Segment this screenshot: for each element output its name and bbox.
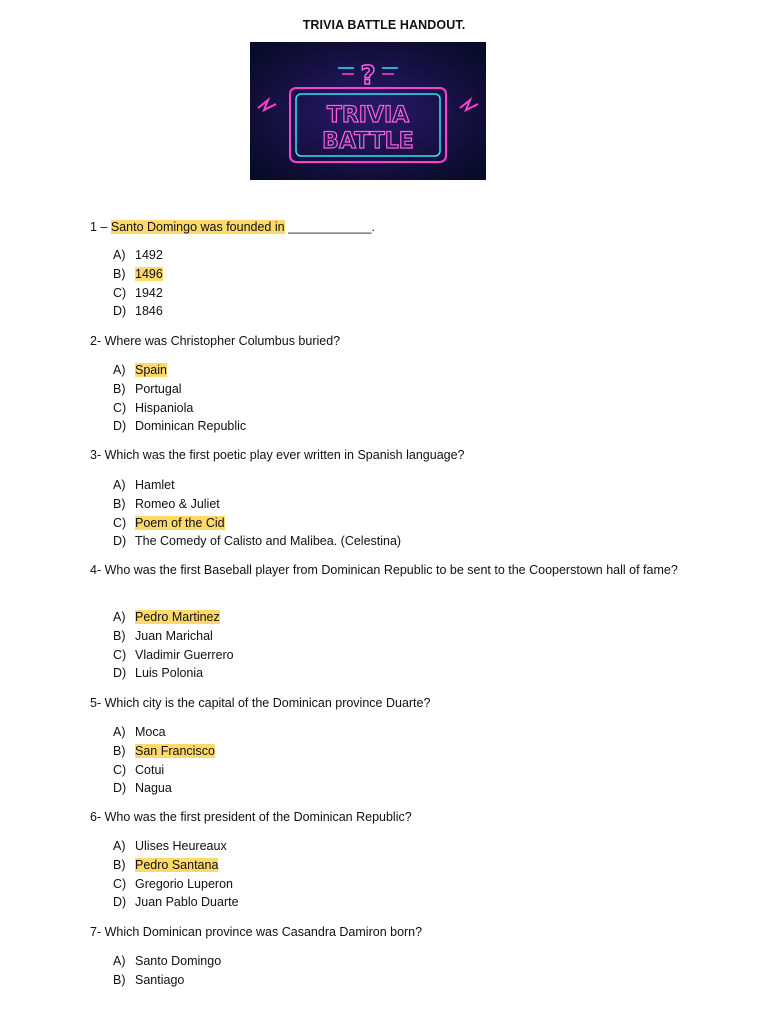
question-5: 5- Which city is the capital of the Dominican province Duarte? bbox=[90, 696, 431, 710]
question-7: 7- Which Dominican province was Casandra Damiron born? bbox=[90, 925, 423, 939]
question-4: 4- Who was the first Baseball player from Dominican Republic to be sent to the Cooperstown hall of fame? bbox=[90, 563, 678, 577]
list-item: C) Gregorio Luperon bbox=[113, 876, 233, 891]
list-item: A) 1492 bbox=[113, 248, 163, 262]
svg-text:?: ? bbox=[360, 61, 376, 91]
list-item: C) Hispaniola bbox=[113, 400, 194, 415]
list-item: D) Luis Polonia bbox=[113, 666, 204, 681]
question-3: 3- Which was the first poetic play ever written in Spanish language? bbox=[90, 448, 465, 462]
list-item: A) Pedro Martinez bbox=[113, 610, 220, 624]
question-2: 2- Where was Christopher Columbus buried? bbox=[90, 334, 341, 348]
question-2-options bbox=[113, 361, 246, 436]
list-item: C) Poem of the Cid bbox=[113, 515, 225, 530]
list-item: B) Santiago bbox=[113, 972, 185, 987]
page-title: TRIVIA BATTLE HANDOUT. bbox=[302, 18, 466, 32]
question-6-options bbox=[113, 837, 239, 912]
question-4-options bbox=[113, 608, 234, 683]
list-item: D) The Comedy of Calisto and Malibea. (Celestina) bbox=[113, 534, 402, 549]
list-item: B) Romeo & Juliet bbox=[113, 496, 220, 511]
question-1-number: 1 – bbox=[90, 220, 111, 234]
question-1-options bbox=[113, 246, 163, 321]
trivia-battle-logo bbox=[250, 42, 486, 180]
list-item: C) Vladimir Guerrero bbox=[113, 647, 234, 662]
question-7-options bbox=[113, 952, 221, 990]
list-item: D) Nagua bbox=[113, 781, 172, 796]
list-item: B) San Francisco bbox=[113, 743, 215, 758]
question-5-options bbox=[113, 723, 215, 798]
list-item: B) 1496 bbox=[113, 266, 163, 281]
question-3-options bbox=[113, 476, 401, 551]
logo-line2: BATTLE bbox=[322, 129, 414, 154]
list-item: A) Ulises Heureaux bbox=[113, 839, 227, 853]
list-item: D) 1846 bbox=[113, 304, 163, 319]
list-item: A) Hamlet bbox=[113, 478, 175, 492]
question-6: 6- Who was the first president of the Dominican Republic? bbox=[90, 810, 412, 824]
question-1-blank: ____________. bbox=[284, 220, 375, 234]
list-item: B) Pedro Santana bbox=[113, 857, 219, 872]
list-item: C) 1942 bbox=[113, 285, 163, 300]
question-1-highlight: Santo Domingo was founded in bbox=[110, 220, 285, 234]
list-item: B) Juan Marichal bbox=[113, 628, 213, 643]
logo-line1: TRIVIA bbox=[326, 103, 410, 128]
list-item: A) Moca bbox=[113, 725, 166, 739]
question-1 bbox=[90, 218, 680, 237]
list-item: A) Santo Domingo bbox=[113, 954, 222, 968]
list-item: D) Dominican Republic bbox=[113, 419, 247, 434]
list-item: C) Cotui bbox=[113, 762, 165, 777]
list-item: B) Portugal bbox=[113, 381, 182, 396]
list-item: A) Spain bbox=[113, 363, 167, 377]
list-item: D) Juan Pablo Duarte bbox=[113, 895, 239, 910]
